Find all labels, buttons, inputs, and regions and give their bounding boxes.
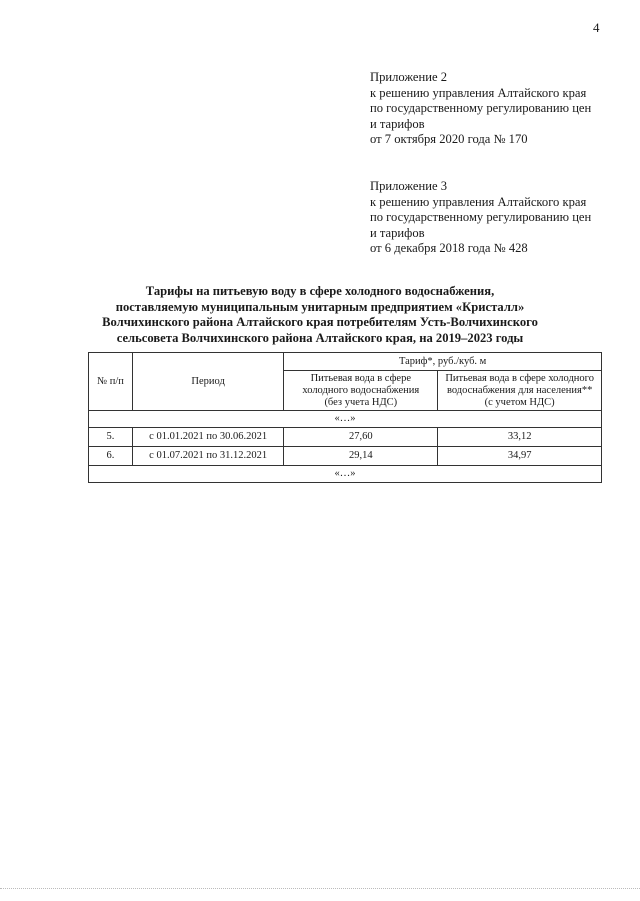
document-title: [60, 284, 580, 346]
appendix-3-line: Приложение 3: [370, 179, 448, 193]
appendix-2-line: от 7 октября 2020 года № 170: [370, 132, 528, 146]
appendix-2-line: к решению управления Алтайского края: [370, 85, 587, 100]
header-period: Период: [132, 353, 283, 411]
header-without-vat-line: (без учета НДС): [324, 396, 398, 408]
appendix-2-line: по государственному регулированию цен: [370, 101, 592, 115]
header-with-vat-line: Питьевая вода в сфере холодного: [445, 372, 594, 384]
row-num: 6.: [89, 447, 133, 466]
appendix-3-line: по государственному регулированию цен: [370, 210, 592, 224]
appendix-3-block: [370, 179, 620, 257]
header-without-vat-line: холодного водоснабжения: [302, 384, 420, 396]
appendix-2-block: [370, 70, 620, 148]
header-tariff-group: Тариф*, руб./куб. м: [284, 353, 602, 371]
row-tariff-without-vat: 27,60: [284, 428, 438, 447]
title-line: Тарифы на питьевую воду в сфере холодного водоснабжения,: [145, 284, 495, 298]
header-with-vat: [438, 371, 602, 411]
title-line: поставляемую муниципальным унитарным предприятием «Кристалл»: [115, 299, 525, 314]
title-line: сельсовета Волчихинского района Алтайского края, на 2019–2023 годы: [116, 330, 524, 345]
appendix-3-line: и тарифов: [370, 225, 425, 240]
table-row: [89, 447, 602, 466]
page-number: 4: [593, 20, 600, 35]
row-tariff-with-vat: 33,12: [438, 428, 602, 447]
page-bottom-divider: [0, 888, 640, 889]
table-ellipsis-row: [89, 466, 602, 483]
header-without-vat-line: Питьевая вода в сфере: [310, 372, 411, 384]
tariffs-table: [88, 352, 602, 483]
appendix-3-line: от 6 декабря 2018 года № 428: [370, 241, 528, 255]
row-tariff-without-vat: 29,14: [284, 447, 438, 466]
header-without-vat: [284, 371, 438, 411]
appendix-2-line: и тарифов: [370, 116, 425, 131]
header-with-vat-line: (с учетом НДС): [484, 396, 555, 408]
header-with-vat-line: водоснабжения для населения**: [446, 384, 593, 396]
title-line: Волчихинского района Алтайского края потребителям Усть-Волчихинского: [102, 315, 538, 329]
appendix-3-line: к решению управления Алтайского края: [370, 194, 587, 209]
table-row: [89, 428, 602, 447]
header-num: № п/п: [89, 353, 133, 411]
ellipsis-cell: «…»: [89, 411, 602, 428]
table-ellipsis-row: [89, 411, 602, 428]
row-period: с 01.01.2021 по 30.06.2021: [132, 428, 283, 447]
appendix-2-line: Приложение 2: [370, 70, 448, 84]
row-period: с 01.07.2021 по 31.12.2021: [132, 447, 283, 466]
table-header-row: [89, 353, 602, 371]
row-tariff-with-vat: 34,97: [438, 447, 602, 466]
ellipsis-cell: «…»: [89, 466, 602, 483]
row-num: 5.: [89, 428, 133, 447]
